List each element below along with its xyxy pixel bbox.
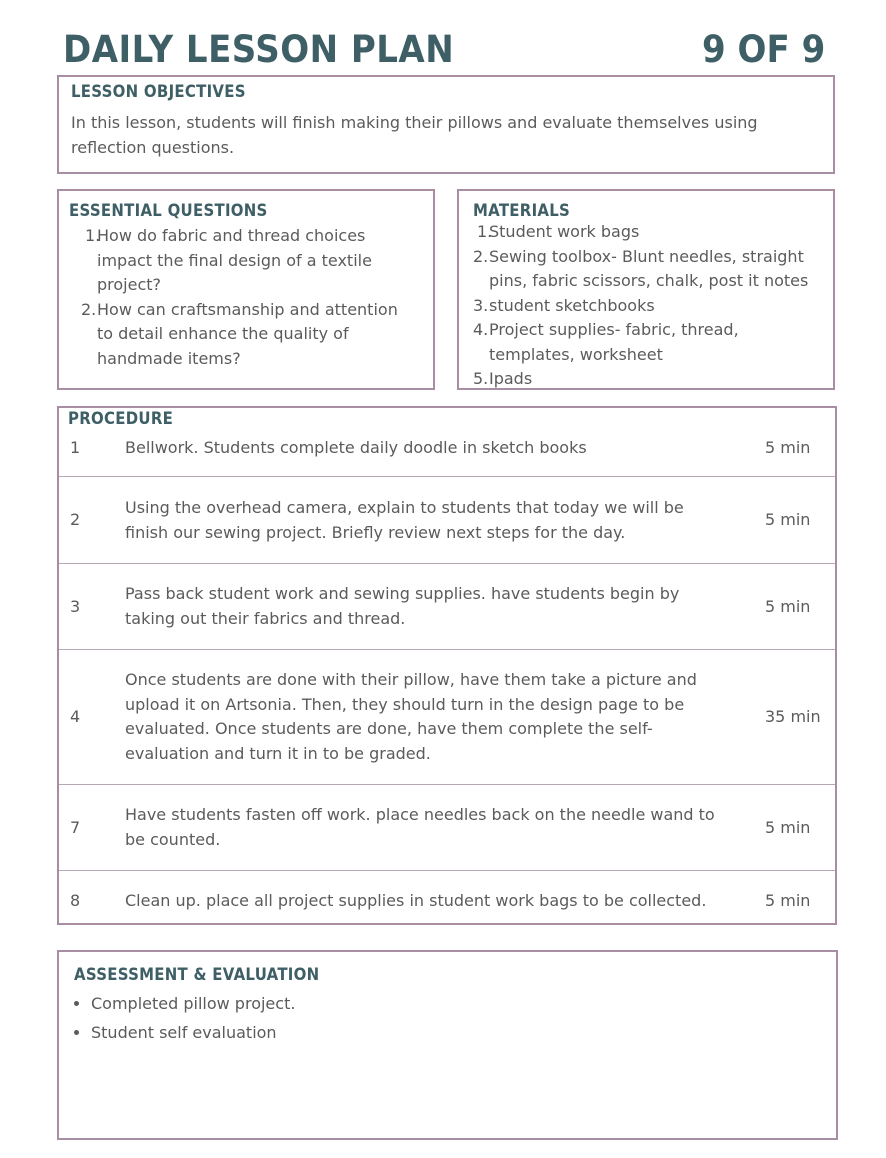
step-text: Clean up. place all project supplies in student work bags to be collected. xyxy=(125,891,707,910)
list-text: Project supplies- fabric, thread, templates, worksheet xyxy=(489,320,739,364)
essential-questions-list xyxy=(81,224,401,371)
list-number: 4. xyxy=(473,320,489,339)
materials-list xyxy=(473,220,819,392)
table-row xyxy=(59,408,835,476)
step-number: 4 xyxy=(70,707,81,726)
step-duration: 5 min xyxy=(765,891,811,910)
step-number: 3 xyxy=(70,597,81,616)
lesson-objectives-box xyxy=(57,75,835,174)
step-duration: 5 min xyxy=(765,510,811,529)
list-item: Completed pillow project. xyxy=(71,989,771,1018)
list-item xyxy=(473,318,819,367)
list-text: How can craftsmanship and attention to detail enhance the quality of handmade items? xyxy=(97,299,398,368)
step-text: Using the overhead camera, explain to students that today we will be finish our sewing project. Briefly review next steps for the day. xyxy=(125,498,684,542)
step-text: Bellwork. Students complete daily doodle in sketch books xyxy=(125,438,587,457)
list-item xyxy=(473,294,819,319)
list-number: 3. xyxy=(473,295,489,315)
lesson-objectives-heading: LESSON OBJECTIVES xyxy=(71,82,246,102)
list-number: 1. xyxy=(85,226,101,245)
lesson-objectives-text: In this lesson, students will finish making their pillows and evaluate themselves using reflection questions. xyxy=(71,113,758,157)
list-item xyxy=(473,220,819,245)
list-number: 2. xyxy=(473,246,489,266)
step-number: 7 xyxy=(70,818,81,837)
essential-questions-box xyxy=(57,189,435,390)
step-duration: 35 min xyxy=(765,707,821,726)
page-counter: 9 OF 9 xyxy=(702,28,826,71)
procedure-heading: PROCEDURE xyxy=(68,409,174,429)
list-number: 5. xyxy=(473,369,489,388)
materials-heading: MATERIALS xyxy=(473,201,571,221)
step-number: 1 xyxy=(70,438,81,457)
table-row xyxy=(59,649,835,784)
step-number: 2 xyxy=(70,510,81,529)
list-text: student sketchbooks xyxy=(489,295,655,315)
page-title: DAILY LESSON PLAN xyxy=(63,28,455,71)
list-item: Student self evaluation xyxy=(71,1018,771,1047)
materials-box xyxy=(457,189,835,390)
table-row xyxy=(59,563,835,649)
list-text: Sewing toolbox- Blunt needles, straight pins, fabric scissors, chalk, post it notes xyxy=(489,246,809,290)
list-item xyxy=(81,298,401,372)
step-duration: 5 min xyxy=(765,438,811,457)
list-item xyxy=(473,367,819,392)
procedure-table xyxy=(57,406,837,925)
step-text: Once students are done with their pillow, have them take a picture and upload it on Artsonia. Then, they should turn in the design page to be evaluated. Once students are done, have them complete the self-evaluation and turn it in to be graded. xyxy=(125,670,697,763)
list-number: 2. xyxy=(81,299,97,319)
step-duration: 5 min xyxy=(765,818,811,837)
list-item xyxy=(473,245,819,294)
list-text: Student work bags xyxy=(489,222,640,241)
essential-questions-heading: ESSENTIAL QUESTIONS xyxy=(69,201,268,221)
assessment-list xyxy=(71,989,771,1047)
step-text: Pass back student work and sewing supplies. have students begin by taking out their fabrics and thread. xyxy=(125,584,680,628)
step-duration: 5 min xyxy=(765,597,811,616)
assessment-box xyxy=(57,950,838,1140)
list-text: Ipads xyxy=(489,369,533,388)
table-row xyxy=(59,476,835,563)
list-number: 1. xyxy=(477,222,493,241)
list-item xyxy=(81,224,401,298)
step-text: Have students fasten off work. place needles back on the needle wand to be counted. xyxy=(125,805,715,849)
table-row xyxy=(59,870,835,924)
table-row xyxy=(59,784,835,870)
assessment-heading: ASSESSMENT & EVALUATION xyxy=(74,965,320,985)
list-text: How do fabric and thread choices impact the final design of a textile project? xyxy=(97,226,372,294)
step-number: 8 xyxy=(70,891,81,910)
